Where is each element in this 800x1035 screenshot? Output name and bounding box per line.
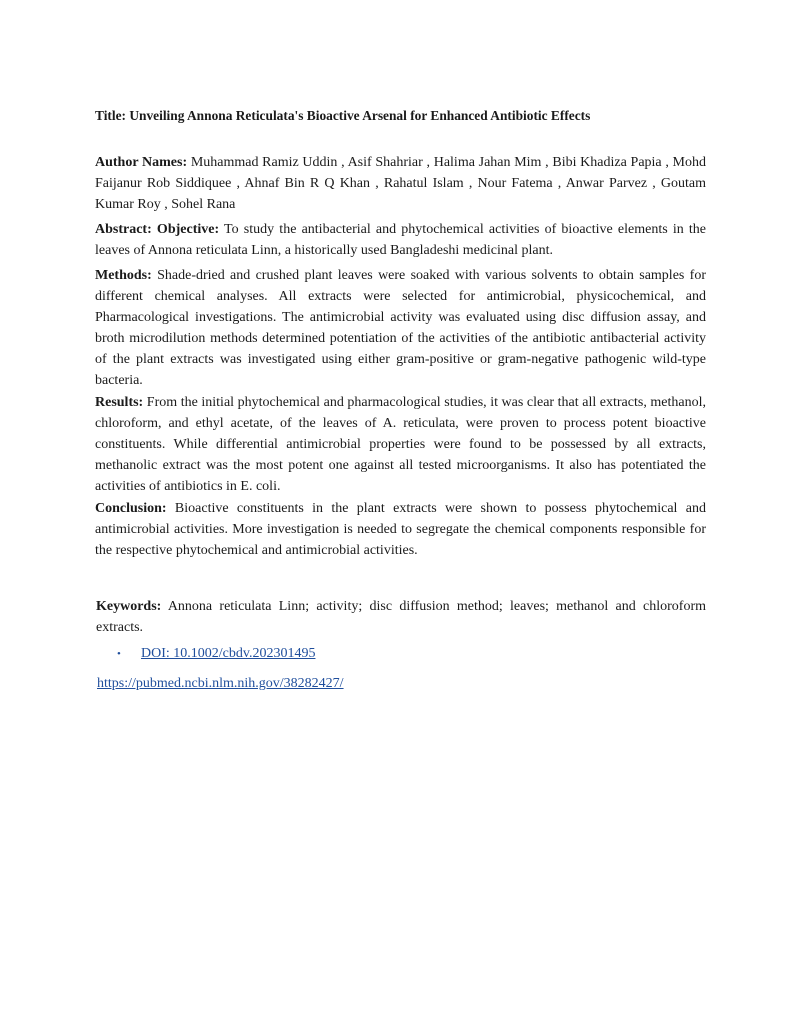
doi-list-item (95, 644, 706, 664)
results-section (95, 392, 706, 497)
title-text: Unveiling Annona Reticulata's Bioactive Arsenal for Enhanced Antibiotic Effects (126, 108, 591, 124)
conclusion-text: Bioactive constituents in the plant extracts were shown to possess phytochemical and antimicrobial activities. More investigation is needed to segregate the chemical components responsible for the respective phytochemical and antimicrobial activities. (95, 501, 706, 558)
conclusion-label: Conclusion: (95, 501, 167, 516)
methods-section (95, 265, 706, 391)
paper-title (95, 107, 706, 125)
results-label: Results: (95, 395, 144, 410)
authors-text: Muhammad Ramiz Uddin , Asif Shahriar , Halima Jahan Mim , Bibi Khadiza Papia , Mohd Faijanur Rob Siddiquee , Ahnaf Bin R Q Khan , Rahatul Islam , Nour Fatema , Anwar Parvez , Goutam Kumar Roy , Sohel Rana (95, 155, 706, 212)
results-text: From the initial phytochemical and pharmacological studies, it was clear that all extracts, methanol, chloroform, and ethyl acetate, of the leaves of A. reticulata, were proven to process potent bioactive constituents. While differential antimicrobial properties were found to be possessed by all extracts, methanolic extract was the most potent one against all tested microorganisms. It also has potentiated the activities of antibiotics in E. coli. (95, 395, 706, 494)
authors-label: Author Names: (95, 155, 188, 170)
conclusion-section (95, 498, 706, 561)
keywords-text: Annona reticulata Linn; activity; disc diffusion method; leaves; methanol and chloroform extracts. (96, 599, 706, 635)
doi-link[interactable]: DOI: 10.1002/cbdv.202301495 (141, 646, 316, 661)
bullet-icon: • (117, 648, 121, 660)
keywords-section (96, 596, 706, 638)
title-label: Title: (95, 108, 126, 124)
abstract-label: Abstract: (95, 222, 152, 237)
author-names (95, 152, 706, 215)
objective-label: Objective: (151, 222, 220, 237)
pubmed-link[interactable]: https://pubmed.ncbi.nlm.nih.gov/38282427/ (97, 676, 344, 691)
methods-label: Methods: (95, 268, 152, 283)
pubmed-row (97, 674, 344, 694)
keywords-label: Keywords: (96, 599, 162, 614)
methods-text: Shade-dried and crushed plant leaves were soaked with various solvents to obtain samples for different chemical analyses. All extracts were selected for antimicrobial, physicochemical, and Pharmacological investigations. The antimicrobial activity was evaluated using disc diffusion assay, and broth microdilution methods determined potentiation of the activities of the antibiotic antibacterial activity of the plant extracts was investigated using either gram-positive or gram-negative pathogenic wild-type bacteria. (95, 268, 706, 388)
objective-text: To study the antibacterial and phytochemical activities of bioactive elements in the leaves of Annona reticulata Linn, a historically used Bangladeshi medicinal plant. (95, 222, 706, 258)
abstract-objective (95, 219, 706, 261)
